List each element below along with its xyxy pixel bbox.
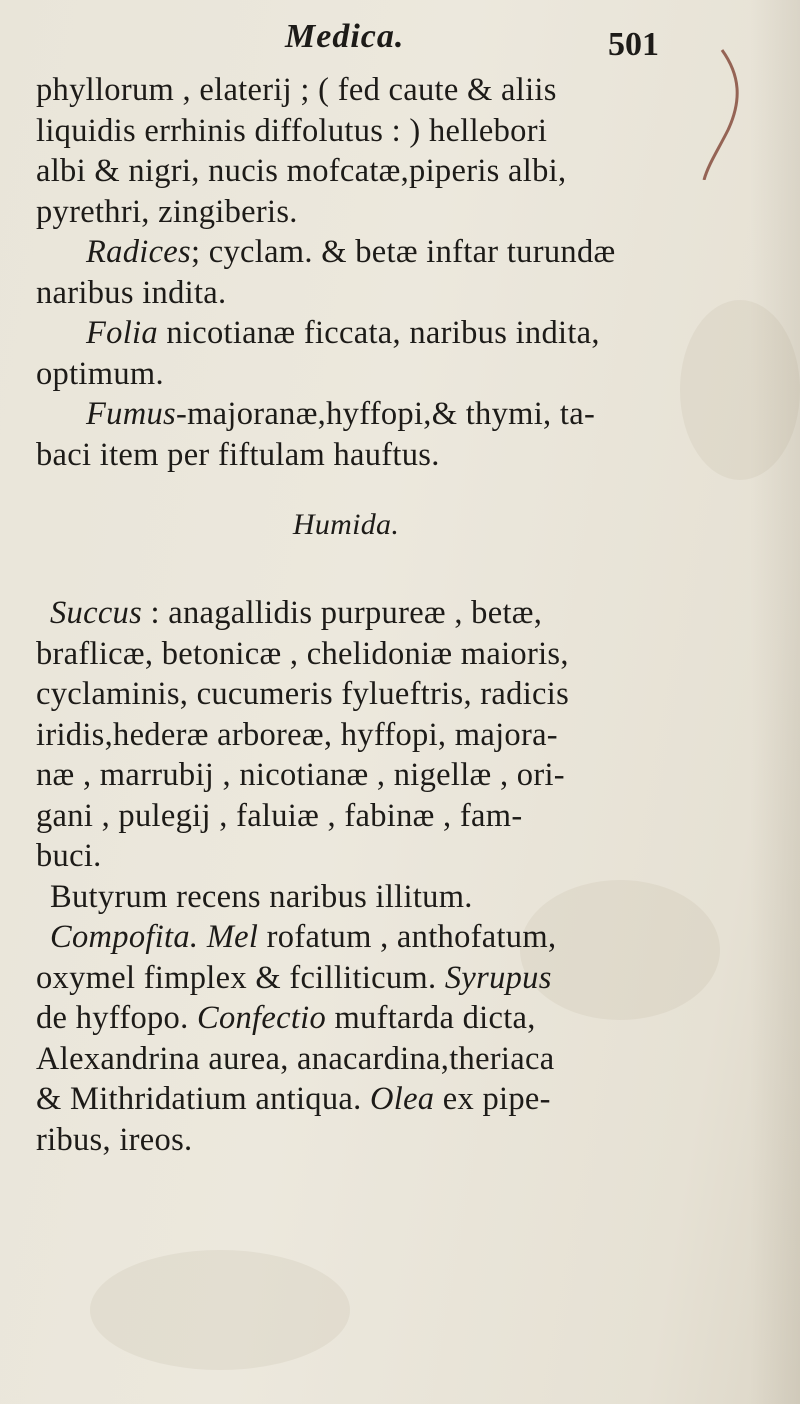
folia-text: nicotianæ ficcata, naribus indita,	[157, 315, 600, 351]
composita-line3b: muftarda dicta,	[326, 1000, 536, 1036]
text-line: optimum.	[36, 355, 164, 392]
text-line: baci item per fiftulam hauftus.	[36, 436, 440, 473]
text-line	[36, 958, 696, 999]
composita-line3a: de hyffopo.	[36, 1000, 197, 1036]
fumus-label: Fumus	[86, 396, 176, 432]
composita-line5b: ex pipe-	[434, 1081, 551, 1117]
text-line: naribus indita.	[36, 274, 227, 311]
folia-label: Folia	[86, 315, 158, 351]
text-line: liquidis errhinis diffolutus : ) hellebori	[36, 112, 548, 149]
succus-label: Succus	[50, 595, 143, 631]
radices-text: ; cyclam. & betæ inftar turundæ	[190, 234, 616, 270]
composita-line5a: & Mithridatium antiqua.	[36, 1081, 370, 1117]
text-line: næ , marrubij , nicotianæ , nigellæ , ori-	[36, 757, 565, 793]
fumus-entry	[36, 394, 696, 435]
text-line	[36, 1079, 696, 1120]
fumus-text: -majoranæ,hyffopi,& thymi, ta-	[175, 396, 596, 432]
confectio-label: Confectio	[196, 1000, 327, 1036]
folia-entry	[36, 313, 696, 354]
text-line: braflicæ, betonicæ , chelidoniæ maioris,	[36, 635, 569, 672]
running-head: Medica.	[285, 18, 405, 55]
succus-entry	[36, 593, 696, 634]
composita-entry	[36, 917, 696, 958]
text-line: pyrethri, zingiberis.	[36, 193, 298, 230]
text-line: buci.	[36, 838, 102, 874]
margin-bracket-mark	[700, 40, 760, 180]
page-number: 501	[608, 26, 659, 63]
text-line: cyclaminis, cucumeris fylueftris, radicis	[36, 676, 570, 712]
text-line: iridis,hederæ arboreæ, hyffopi, majora-	[36, 716, 558, 753]
syrupus-label: Syrupus	[444, 959, 552, 996]
composita-line2: oxymel fimplex & fcilliticum.	[36, 959, 445, 996]
radices-label: Radices	[86, 234, 191, 270]
text-line: gani , pulegij , faluiæ , fabinæ , fam-	[36, 797, 523, 834]
text-line: albi & nigri, nucis mofcatæ,piperis albi,	[36, 153, 567, 189]
composita-label: Compofita.	[50, 919, 199, 955]
succus-text: : anagallidis purpureæ , betæ,	[142, 595, 543, 631]
paper-stain	[90, 1250, 350, 1370]
text-line: ribus, ireos.	[36, 1121, 193, 1158]
text-line	[36, 998, 696, 1039]
radices-entry	[36, 232, 696, 273]
page-edge-shadow	[750, 0, 800, 1404]
text-line: phyllorum , elaterij ; ( fed caute & aliis	[36, 72, 557, 108]
text-line: Alexandrina aurea, anacardina,theriaca	[36, 1040, 555, 1077]
body-text	[36, 70, 696, 1160]
butyrum-entry: Butyrum recens naribus illitum.	[50, 878, 473, 915]
section-heading: Humida.	[292, 508, 400, 541]
mel-label: Mel	[206, 919, 259, 955]
composita-text: rofatum , anthofatum,	[258, 919, 557, 955]
olea-label: Olea	[369, 1081, 435, 1117]
